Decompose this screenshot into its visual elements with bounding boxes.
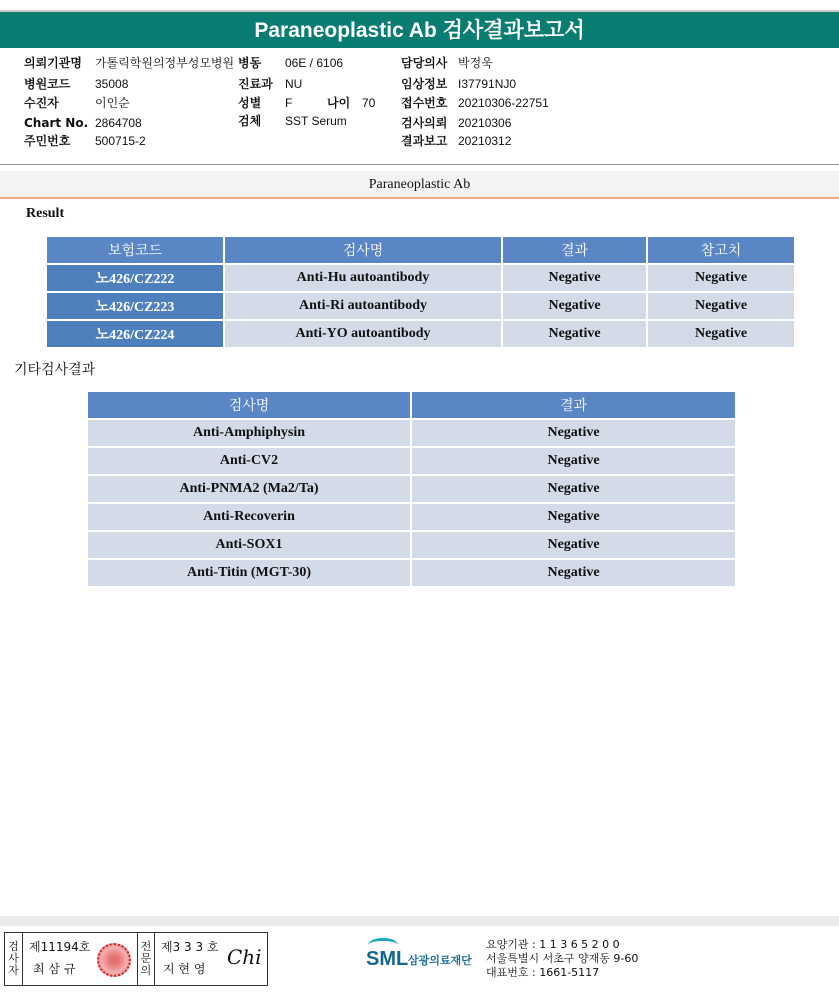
test-result: Negative <box>412 448 735 474</box>
specialist-label: 전 문 의 <box>137 933 155 985</box>
patient-value: 이인순 <box>95 96 130 110</box>
test-name: Anti-PNMA2 (Ma2/Ta) <box>88 476 410 502</box>
table-row <box>47 265 794 291</box>
test-name: Anti-Hu autoantibody <box>225 265 501 291</box>
reference-value: Negative <box>648 293 794 319</box>
col-header-ref: 참고치 <box>648 237 794 263</box>
test-result: Negative <box>412 420 735 446</box>
specialist-name: 지 현 영 <box>163 962 206 976</box>
patient-label: 수진자 <box>24 96 59 110</box>
table-row <box>88 532 735 558</box>
report-date-value: 20210312 <box>458 134 512 148</box>
insurance-code: 노426/CZ222 <box>47 265 223 291</box>
test-result: Negative <box>412 532 735 558</box>
table-row <box>47 321 794 347</box>
divider <box>0 164 839 165</box>
dept-label: 진료과 <box>238 77 273 91</box>
footer-divider <box>0 916 839 926</box>
inspector-label: 검 사 자 <box>5 933 23 985</box>
signature: Chi <box>227 945 262 969</box>
table-row <box>88 420 735 446</box>
org-address: 서울특별시 서초구 양재동 9-60 <box>486 952 639 965</box>
col-header-code: 보험코드 <box>47 237 223 263</box>
specimen-label: 검체 <box>238 114 262 128</box>
org-phone: 대표번호 : 1661-5117 <box>486 966 600 979</box>
test-result: Negative <box>412 476 735 502</box>
report-date-label: 결과보고 <box>401 134 448 148</box>
sml-logo <box>366 938 486 982</box>
test-name: Anti-Ri autoantibody <box>225 293 501 319</box>
ward-label: 병동 <box>238 56 262 70</box>
request-label: 검사의뢰 <box>401 116 448 130</box>
sex-label: 성별 <box>238 96 262 110</box>
reference-value: Negative <box>648 265 794 291</box>
doctor-label: 담당의사 <box>401 56 448 70</box>
test-result: Negative <box>503 293 646 319</box>
insurance-code: 노426/CZ224 <box>47 321 223 347</box>
clinical-label: 임상정보 <box>401 77 448 91</box>
chart-value: 2864708 <box>95 116 142 130</box>
table-row <box>88 448 735 474</box>
org-code: 요양기관 : 1 1 3 6 5 2 0 0 <box>486 938 620 951</box>
col-header-result: 결과 <box>412 392 735 418</box>
logo-mark: SML <box>366 948 409 970</box>
insurance-code: 노426/CZ223 <box>47 293 223 319</box>
test-result: Negative <box>503 265 646 291</box>
id-value: 500715-2 <box>95 134 146 148</box>
specialist-number: 제3 3 3 호 <box>161 940 219 954</box>
doctor-value: 박정욱 <box>458 56 493 70</box>
test-result: Negative <box>412 504 735 530</box>
logo-name: 삼광의료재단 <box>408 954 472 967</box>
test-name: Anti-Titin (MGT-30) <box>88 560 410 586</box>
inspector-name: 최 삼 규 <box>33 962 76 976</box>
col-header-test: 검사명 <box>225 237 501 263</box>
test-result: Negative <box>412 560 735 586</box>
signature-box <box>4 932 268 986</box>
col-header-result: 결과 <box>503 237 646 263</box>
table-row <box>88 476 735 502</box>
hosp-code-value: 35008 <box>95 77 129 91</box>
receipt-label: 접수번호 <box>401 96 448 110</box>
report-title: Paraneoplastic Ab 검사결과보고서 <box>0 10 839 48</box>
section-title: Paraneoplastic Ab <box>0 171 839 199</box>
hosp-code-label: 병원코드 <box>24 77 71 91</box>
inspector-number: 제11194호 <box>29 940 91 954</box>
receipt-value: 20210306-22751 <box>458 96 549 110</box>
reference-value: Negative <box>648 321 794 347</box>
result-label: Result <box>26 206 65 221</box>
clinical-value: I37791NJ0 <box>458 77 517 91</box>
sex-value: F <box>285 96 293 110</box>
test-name: Anti-CV2 <box>88 448 410 474</box>
specimen-value: SST Serum <box>285 114 347 128</box>
chart-label: Chart No. <box>24 116 89 130</box>
col-header-test: 검사명 <box>88 392 410 418</box>
other-results-table <box>86 390 737 588</box>
test-name: Anti-YO autoantibody <box>225 321 501 347</box>
ward-value: 06E / 6106 <box>285 56 344 70</box>
other-results-label: 기타검사결과 <box>14 362 96 378</box>
age-value: 70 <box>362 96 376 110</box>
hospital-value: 가톨릭학원의정부성모병원 <box>95 56 235 70</box>
test-name: Anti-Amphiphysin <box>88 420 410 446</box>
table-row <box>47 293 794 319</box>
table-row <box>88 560 735 586</box>
dept-value: NU <box>285 77 303 91</box>
patient-info <box>0 54 839 166</box>
test-name: Anti-Recoverin <box>88 504 410 530</box>
seal-stamp <box>97 943 131 977</box>
age-label: 나이 <box>327 96 351 110</box>
id-label: 주민번호 <box>24 134 71 148</box>
request-value: 20210306 <box>458 116 512 130</box>
result-table <box>45 235 796 349</box>
hospital-label: 의뢰기관명 <box>24 56 82 70</box>
test-result: Negative <box>503 321 646 347</box>
table-row <box>88 504 735 530</box>
organization-info <box>486 938 638 980</box>
test-name: Anti-SOX1 <box>88 532 410 558</box>
